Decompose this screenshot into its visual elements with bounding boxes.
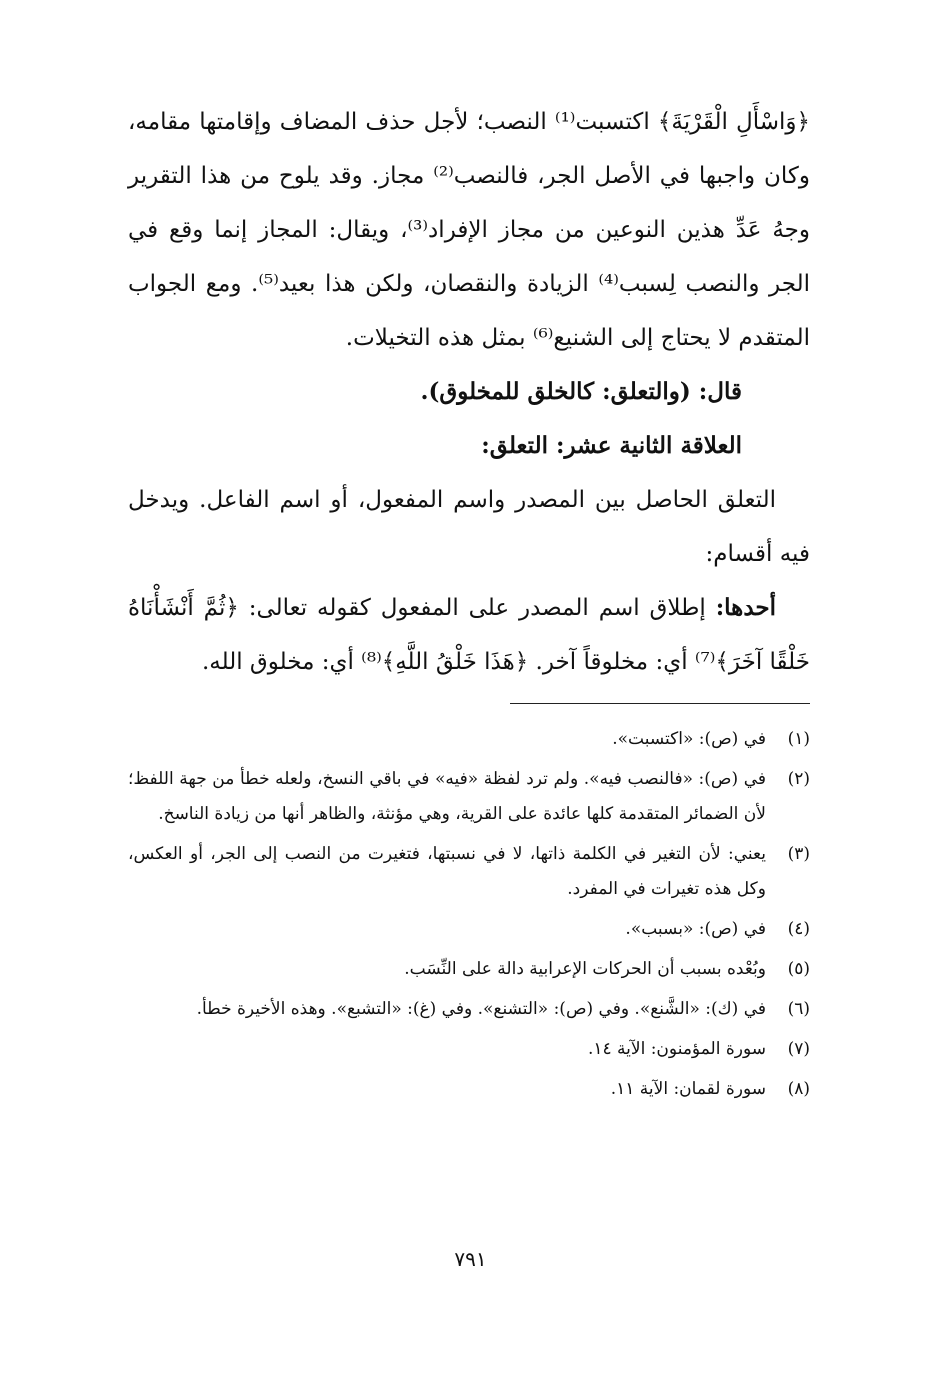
footnotes (128, 722, 810, 1107)
footnote-number: (٣) (787, 844, 810, 864)
footnote-item (128, 837, 810, 907)
footnote-text: وبُعْده بسبب أن الحركات الإعرابية دالة على النِّسَب. (404, 959, 766, 979)
footnote-text: يعني: لأن التغير في الكلمة ذاتها، لا في نسبتها، فتغيرت من النصب إلى الجر، أو العكس، وكل هذه تغيرات في المفرد. (128, 844, 766, 899)
footnote-item (128, 722, 810, 757)
qal-statement: قال: (والتعلق: كالخلق للمخلوق). (420, 378, 742, 405)
footnote-number: (٢) (787, 769, 810, 789)
footnote-item (128, 1032, 810, 1067)
paragraph-3-text: إطلاق اسم المصدر على المفعول كقوله تعالى: ﴿ثُمَّ أَنْشَأْنَاهُ خَلْقًا آخَرَ﴾⁽⁷⁾ أي: مخلوقاً آخر. ﴿هَذَا خَلْقُ اللَّهِ﴾⁽⁸⁾ أي: مخلوق الله. (128, 595, 810, 675)
footnote-item (128, 762, 810, 832)
section-heading: العلاقة الثانية عشر: التعلق: (481, 432, 742, 459)
footnote-number: (٤) (787, 919, 810, 939)
footnote-separator (510, 703, 810, 704)
footnote-text: في (ك): «الشَّنع». وفي (ص): «التشنع». وفي (غ): «التشبع». وهذه الأخيرة خطأ. (196, 999, 766, 1019)
footnote-text: في (ص): «بسبب». (625, 919, 766, 939)
footnote-number: (٥) (787, 959, 810, 979)
main-text (128, 95, 810, 689)
book-page (128, 95, 810, 1295)
footnote-number: (٧) (787, 1039, 810, 1059)
footnote-number: (١) (787, 729, 810, 749)
footnote-item (128, 952, 810, 987)
page-number: ٧٩١ (454, 1247, 487, 1271)
paragraph-2: التعلق الحاصل بين المصدر واسم المفعول، أو اسم الفاعل. ويدخل فيه أقسام: (128, 487, 810, 567)
footnote-number: (٨) (787, 1079, 810, 1099)
footnote-item (128, 1072, 810, 1107)
footnote-number: (٦) (787, 999, 810, 1019)
footnote-text: في (ص): «اكتسبت». (612, 729, 766, 749)
footnote-item (128, 992, 810, 1027)
footnote-text: سورة لقمان: الآية ١١. (610, 1079, 766, 1099)
paragraph-3 (128, 581, 810, 689)
paragraph-1: ﴿وَاسْأَلِ الْقَرْيَةَ﴾ اكتسبت⁽¹⁾ النصب؛ لأجل حذف المضاف وإقامتها مقامه، وكان واجبها في الأصل الجر، فالنصب⁽²⁾ مجاز. وقد يلوح من هذا التقرير وجهُ عَدِّ هذين النوعين من مجاز الإفراد⁽³⁾، ويقال: المجاز إنما وقع في الجر والنصب لِسبب⁽⁴⁾ الزيادة والنقصان، ولكن هذا بعيد⁽⁵⁾. ومع الجواب المتقدم لا يحتاج إلى الشنيع⁽⁶⁾ بمثل هذه التخيلات. (128, 109, 811, 351)
footnote-item (128, 912, 810, 947)
footnote-text: سورة المؤمنون: الآية ١٤. (587, 1039, 766, 1059)
paragraph-3-lead: أحدها: (715, 594, 776, 621)
footnote-text: في (ص): «فالنصب فيه». ولم ترد لفظة «فيه» في باقي النسخ، ولعله خطأ من جهة اللفظ؛ لأن الضمائر المتقدمة كلها عائدة على القرية، وهي مؤنثة، والظاهر أنها من زيادة الناسخ. (128, 769, 766, 824)
